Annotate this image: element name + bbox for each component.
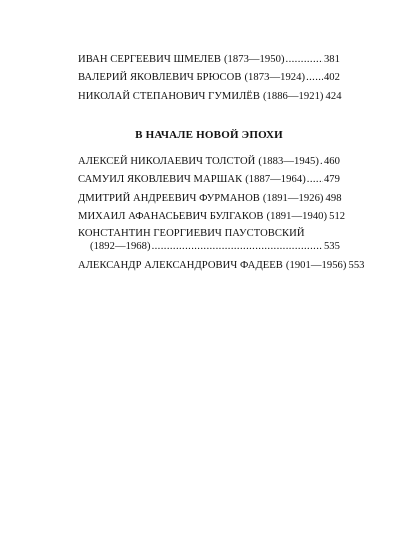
toc-entry-years: (1873—1950) <box>223 54 285 65</box>
toc-entry-page: 498 <box>325 192 342 204</box>
toc-entry-name: НИКОЛАЙ СТЕПАНОВИЧ ГУМИЛЁВ <box>78 90 260 102</box>
dot-leader <box>320 153 323 171</box>
toc-entry <box>78 88 340 106</box>
toc-entry <box>78 227 340 253</box>
toc-entry-page: 460 <box>323 156 340 167</box>
dot-leader <box>286 51 323 69</box>
toc-entry-name: ИВАН СЕРГЕЕВИЧ ШМЕЛЕВ <box>78 54 221 65</box>
toc-entry-name: САМУИЛ ЯКОВЛЕВИЧ МАРШАК <box>78 174 243 186</box>
section-heading: В НАЧАЛЕ НОВОЙ ЭПОХИ <box>135 129 283 141</box>
dot-leader <box>306 69 323 87</box>
toc-entry <box>78 208 346 226</box>
toc-entry-years: (1886—1921) <box>262 90 324 102</box>
toc-entry-years: (1873—1924) <box>244 72 306 84</box>
dot-leader <box>307 171 323 189</box>
toc-entry-page: 553 <box>348 259 365 271</box>
toc-entry <box>78 69 340 87</box>
toc-entry-page: 424 <box>325 90 342 102</box>
toc-entry-years: (1883—1945) <box>258 156 319 167</box>
toc-entry-name: КОНСТАНТИН ГЕОРГИЕВИЧ ПАУСТОВСКИЙ <box>78 227 305 239</box>
dot-leader <box>152 240 323 253</box>
toc-entry <box>78 51 340 69</box>
toc-entry-name: АЛЕКСАНДР АЛЕКСАНДРОВИЧ ФАДЕЕВ <box>78 259 283 271</box>
toc-entry-page: 381 <box>323 54 340 65</box>
toc-entry-name: АЛЕКСЕЙ НИКОЛАЕВИЧ ТОЛСТОЙ <box>78 156 256 167</box>
toc-entry-page: 535 <box>323 240 340 252</box>
toc-entry <box>78 257 365 275</box>
toc-entry-name: ВАЛЕРИЙ ЯКОВЛЕВИЧ БРЮСОВ <box>78 72 242 84</box>
toc-entry <box>78 171 340 189</box>
toc-entry-page: 402 <box>323 72 340 84</box>
toc-entry <box>78 190 340 208</box>
toc-entry-page: 512 <box>329 211 346 223</box>
toc-entry-years: (1891—1926) <box>262 192 324 204</box>
toc-entry-years: (1901—1956) <box>285 259 347 271</box>
toc-top-section <box>78 51 340 106</box>
toc-entry-years: (1892—1968) <box>90 240 151 252</box>
toc-entry-page: 479 <box>323 174 340 186</box>
toc-entry-name: МИХАИЛ АФАНАСЬЕВИЧ БУЛГАКОВ <box>78 211 264 223</box>
toc-entry-years: (1887—1964) <box>245 174 306 186</box>
toc-section-new-era <box>78 128 365 275</box>
toc-entry <box>78 153 340 171</box>
toc-entry-years: (1891—1940) <box>266 211 328 223</box>
toc-entry-name: ДМИТРИЙ АНДРЕЕВИЧ ФУРМАНОВ <box>78 192 260 204</box>
